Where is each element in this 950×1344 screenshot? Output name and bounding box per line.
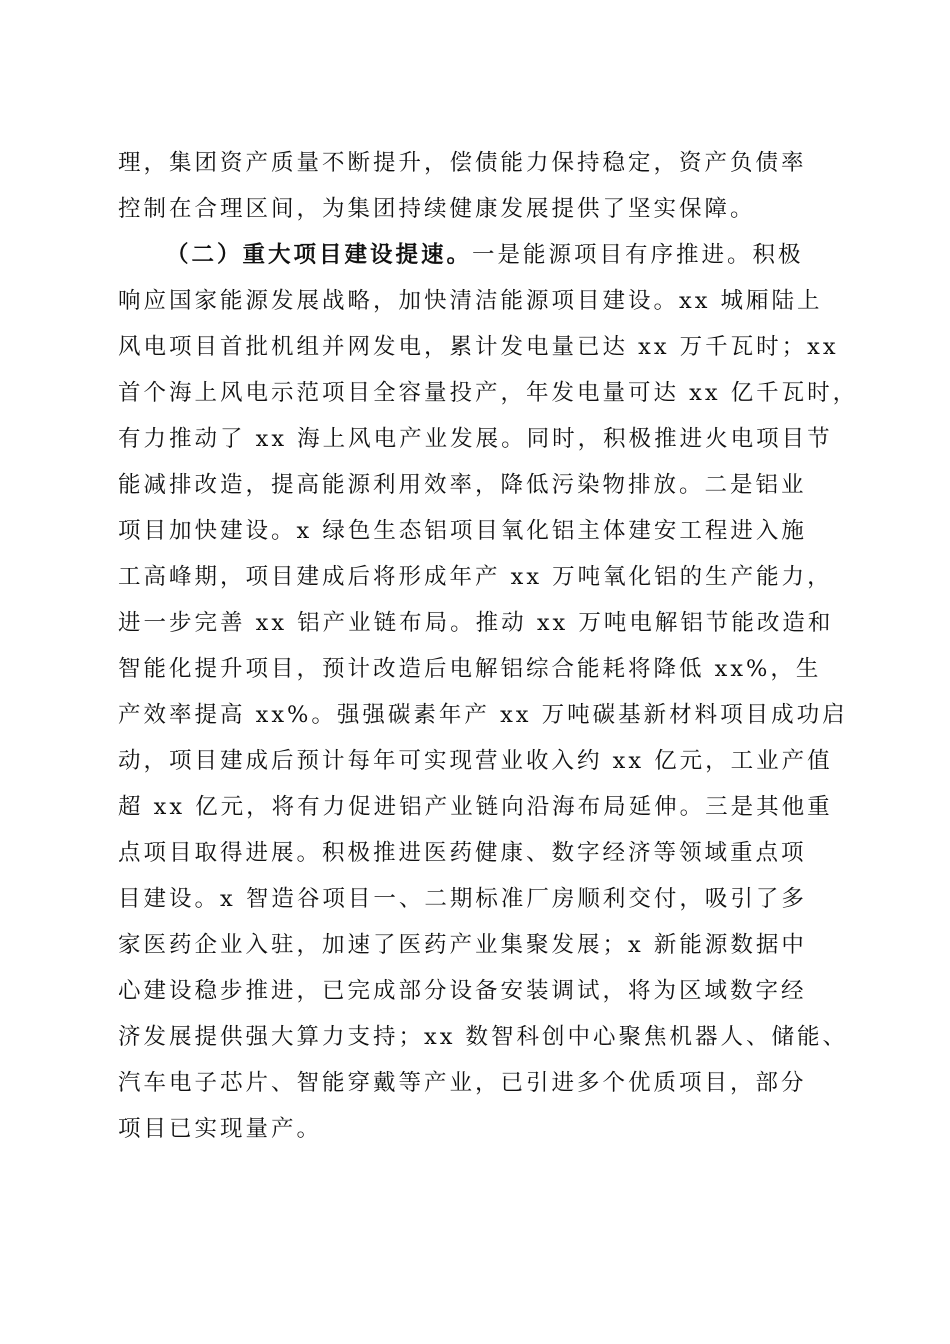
text-line: 家医药企业入驻，加速了医药产业集聚发展；x 新能源数据中: [118, 932, 807, 958]
text-line: 响应国家能源发展战略，加快清洁能源项目建设。xx 城厢陆上: [118, 288, 823, 314]
text-line: 超 xx 亿元，将有力促进铝产业链向沿海布局延伸。三是其他重: [118, 794, 833, 820]
paragraph-2: [118, 232, 859, 1152]
paragraph-1: [118, 140, 838, 232]
text-line: 风电项目首批机组并网发电，累计发电量已达 xx 万千瓦时；xx: [118, 334, 839, 360]
text-line: 能减排改造，提高能源利用效率，降低污染物排放。二是铝业: [118, 472, 807, 498]
text-line: 进一步完善 xx 铝产业链布局。推动 xx 万吨电解铝节能改造和: [118, 610, 834, 636]
text-span: 一是能源项目有序推进。积极: [472, 242, 804, 268]
text-line: 工高峰期，项目建成后将形成年产 xx 万吨氧化铝的生产能力，: [118, 564, 833, 590]
text-line: 目建设。x 智造谷项目一、二期标准厂房顺利交付，吸引了多: [118, 886, 807, 912]
text-line: 产效率提高 xx%。强强碳素年产 xx 万吨碳基新材料项目成功启: [118, 702, 848, 728]
text-line: 控制在合理区间，为集团持续健康发展提供了坚实保障。: [118, 196, 756, 222]
text-line: 济发展提供强大算力支持；xx 数智科创中心聚焦机器人、储能、: [118, 1024, 849, 1050]
text-line: 有力推动了 xx 海上风电产业发展。同时，积极推进火电项目节: [118, 426, 833, 452]
text-line: 理，集团资产质量不断提升，偿债能力保持稳定，资产负债率: [118, 150, 807, 176]
paragraph-first-line: [118, 232, 838, 278]
section-heading: （二）重大项目建设提速。: [166, 242, 473, 268]
text-line: 首个海上风电示范项目全容量投产，年发电量可达 xx 亿千瓦时，: [118, 380, 859, 406]
text-line: 心建设稳步推进，已完成部分设备安装调试，将为区域数字经: [118, 978, 807, 1004]
text-line: 汽车电子芯片、智能穿戴等产业，已引进多个优质项目，部分: [118, 1070, 807, 1096]
text-line: 点项目取得进展。积极推进医药健康、数字经济等领域重点项: [118, 840, 807, 866]
text-line: 智能化提升项目，预计改造后电解铝综合能耗将降低 xx%，生: [118, 656, 822, 682]
body-text: [118, 140, 859, 1152]
text-line: 项目加快建设。x 绿色生态铝项目氧化铝主体建安工程进入施: [118, 518, 807, 544]
text-line: 项目已实现量产。: [118, 1116, 323, 1142]
text-line: 动，项目建成后预计每年可实现营业收入约 xx 亿元，工业产值: [118, 748, 833, 774]
